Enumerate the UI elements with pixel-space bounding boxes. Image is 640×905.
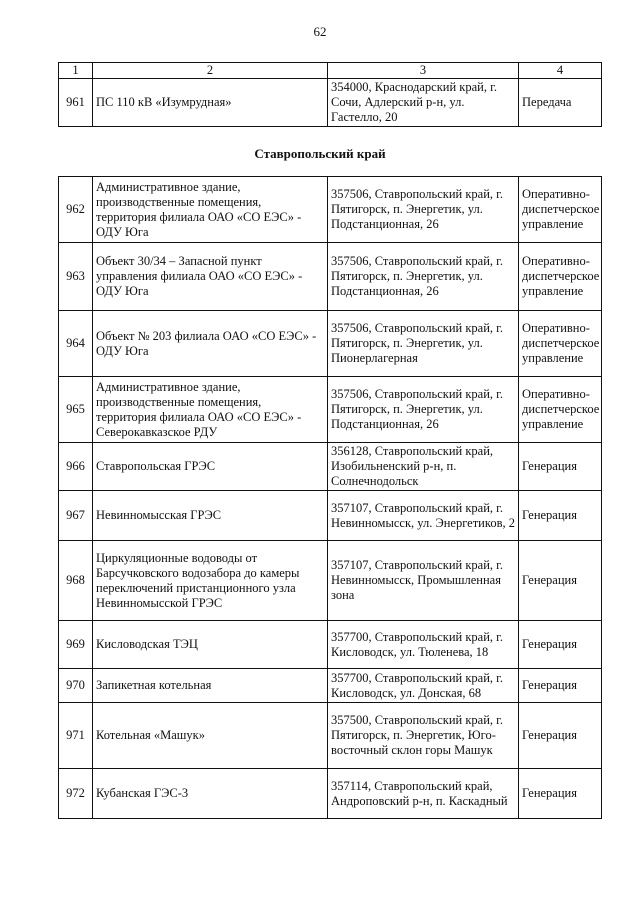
object-address: 357500, Ставропольский край, г. Пятигорск, п. Энергетик, Юго-восточный склон горы Машук xyxy=(328,703,519,769)
table-row xyxy=(59,491,602,541)
table-row xyxy=(59,703,602,769)
activity-type: Генерация xyxy=(519,443,602,491)
row-number: 971 xyxy=(59,703,93,769)
object-name: Объект № 203 филиала ОАО «СО ЕЭС» - ОДУ Юга xyxy=(93,311,328,377)
table-row xyxy=(59,79,602,127)
section-title: Ставропольский край xyxy=(254,146,386,161)
object-address: 354000, Краснодарский край, г. Сочи, Адлерский р-н, ул. Гастелло, 20 xyxy=(328,79,519,127)
table-row xyxy=(59,621,602,669)
activity-type: Оперативно-диспетчерское управление xyxy=(519,243,602,311)
registry-table-top xyxy=(58,62,602,127)
object-address: 356128, Ставропольский край, Изобильненский р-н, п. Солнечнодольск xyxy=(328,443,519,491)
object-name: Административное здание, производственные помещения, территория филиала ОАО «СО ЕЭС» - ОДУ Юга xyxy=(93,177,328,243)
table-row xyxy=(59,377,602,443)
object-address: 357506, Ставропольский край, г. Пятигорск, п. Энергетик, ул. Подстанционная, 26 xyxy=(328,243,519,311)
row-number: 964 xyxy=(59,311,93,377)
page-number: 62 xyxy=(313,24,327,39)
object-name: Административное здание, производственные помещения, территория филиала ОАО «СО ЕЭС» - Северокавказское РДУ xyxy=(93,377,328,443)
column-header: 4 xyxy=(519,63,602,79)
row-number: 961 xyxy=(59,79,93,127)
activity-type: Передача xyxy=(519,79,602,127)
table-row xyxy=(59,311,602,377)
object-address: 357700, Ставропольский край, г. Кисловодск, ул. Тюленева, 18 xyxy=(328,621,519,669)
row-number: 965 xyxy=(59,377,93,443)
object-address: 357506, Ставропольский край, г. Пятигорск, п. Энергетик, ул. Подстанционная, 26 xyxy=(328,377,519,443)
row-number: 970 xyxy=(59,669,93,703)
object-name: Кубанская ГЭС-3 xyxy=(93,769,328,819)
row-number: 967 xyxy=(59,491,93,541)
object-name: Запикетная котельная xyxy=(93,669,328,703)
row-number: 963 xyxy=(59,243,93,311)
column-header: 1 xyxy=(59,63,93,79)
activity-type: Генерация xyxy=(519,621,602,669)
row-number: 972 xyxy=(59,769,93,819)
table-row xyxy=(59,669,602,703)
column-header-row xyxy=(59,63,602,79)
activity-type: Генерация xyxy=(519,669,602,703)
object-name: Циркуляционные водоводы от Барсучковского водозабора до камеры переключений пристанционного узла Невинномысской ГРЭС xyxy=(93,541,328,621)
table-row xyxy=(59,541,602,621)
object-name: Кисловодская ТЭЦ xyxy=(93,621,328,669)
activity-type: Оперативно-диспетчерское управление xyxy=(519,377,602,443)
object-name: Котельная «Машук» xyxy=(93,703,328,769)
activity-type: Оперативно-диспетчерское управление xyxy=(519,311,602,377)
table-row xyxy=(59,769,602,819)
object-address: 357107, Ставропольский край, г. Невинномысск, Промышленная зона xyxy=(328,541,519,621)
object-name: Ставропольская ГРЭС xyxy=(93,443,328,491)
column-header: 2 xyxy=(93,63,328,79)
row-number: 968 xyxy=(59,541,93,621)
activity-type: Генерация xyxy=(519,703,602,769)
activity-type: Оперативно-диспетчерское управление xyxy=(519,177,602,243)
object-address: 357114, Ставропольский край, Андроповский р-н, п. Каскадный xyxy=(328,769,519,819)
table-row xyxy=(59,177,602,243)
object-name: Невинномысская ГРЭС xyxy=(93,491,328,541)
object-name: Объект 30/34 – Запасной пункт управления филиала ОАО «СО ЕЭС» - ОДУ Юга xyxy=(93,243,328,311)
activity-type: Генерация xyxy=(519,769,602,819)
object-address: 357506, Ставропольский край, г. Пятигорск, п. Энергетик, ул. Пионерлагерная xyxy=(328,311,519,377)
activity-type: Генерация xyxy=(519,541,602,621)
table-row xyxy=(59,243,602,311)
column-header: 3 xyxy=(328,63,519,79)
registry-table-stavropol xyxy=(58,176,602,819)
object-address: 357506, Ставропольский край, г. Пятигорск, п. Энергетик, ул. Подстанционная, 26 xyxy=(328,177,519,243)
activity-type: Генерация xyxy=(519,491,602,541)
row-number: 962 xyxy=(59,177,93,243)
row-number: 966 xyxy=(59,443,93,491)
object-address: 357700, Ставропольский край, г. Кисловодск, ул. Донская, 68 xyxy=(328,669,519,703)
row-number: 969 xyxy=(59,621,93,669)
table-row xyxy=(59,443,602,491)
object-address: 357107, Ставропольский край, г. Невинномысск, ул. Энергетиков, 2 xyxy=(328,491,519,541)
object-name: ПС 110 кВ «Изумрудная» xyxy=(93,79,328,127)
